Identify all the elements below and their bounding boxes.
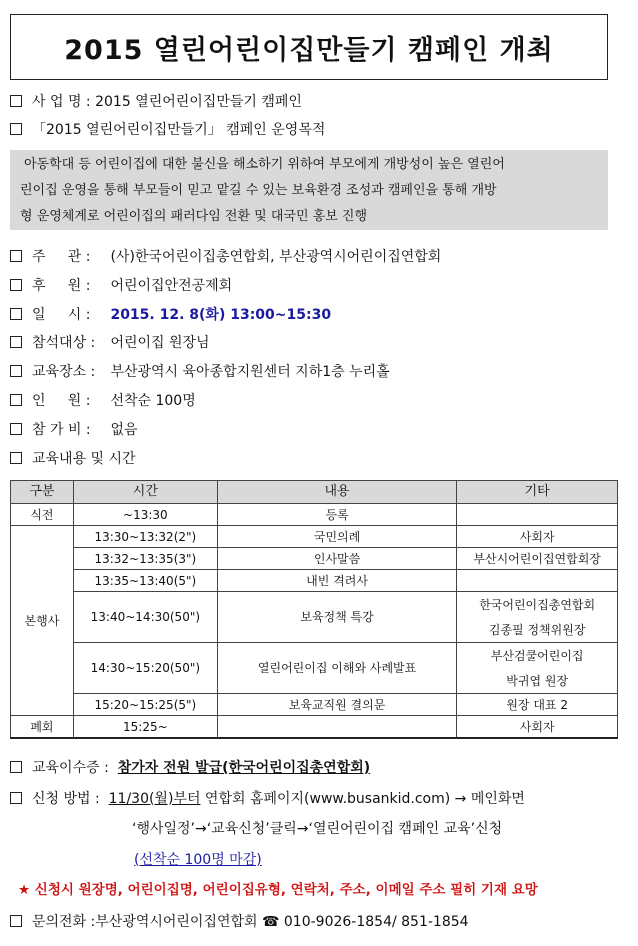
checkbox-icon bbox=[10, 365, 22, 377]
note-cell: 김종필 정책위원장 bbox=[457, 617, 618, 643]
time-cell: 15:25~ bbox=[73, 716, 217, 739]
contact-line bbox=[10, 913, 469, 931]
note-cell bbox=[457, 570, 618, 592]
capacity-label: 인 원 : bbox=[32, 393, 91, 409]
purpose-line: 아동학대 등 어린이집에 대한 불신을 해소하기 위하여 부모에게 개방성이 높은 열린어 bbox=[24, 157, 505, 172]
checkbox-icon bbox=[10, 394, 22, 406]
table-row bbox=[11, 716, 618, 739]
page-title: 2015 열린어린이집만들기 캠페인 개최 bbox=[64, 34, 554, 66]
schedule-heading-line bbox=[10, 450, 136, 468]
date-value: 2015. 12. 8(화) 13:00~15:30 bbox=[110, 307, 332, 323]
host-value: (사)한국어린이집총연합회, 부산광역시어린이집연합회 bbox=[110, 249, 442, 265]
apply-deadline-text: (선착순 100명 마감) bbox=[134, 852, 262, 868]
table-row bbox=[11, 570, 618, 592]
host-label: 주 관 : bbox=[32, 249, 91, 265]
checkbox-icon bbox=[10, 95, 22, 107]
event-name-line bbox=[10, 93, 302, 111]
certificate-value: 참가자 전원 발급(한국어린이집총연합회) bbox=[117, 760, 371, 776]
sponsor-value: 어린이집안전공제회 bbox=[110, 278, 233, 294]
checkbox-icon bbox=[10, 761, 22, 773]
time-cell: 13:40~14:30(50") bbox=[73, 592, 217, 643]
event-name-label: 사 업 명 : bbox=[32, 94, 91, 110]
note-cell: 부산검쿨어린이집 bbox=[457, 643, 618, 669]
contact-label: 문의전화 : bbox=[32, 914, 96, 930]
apply-deadline bbox=[134, 851, 262, 869]
sponsor-line bbox=[10, 277, 232, 295]
content-cell: 인사말씀 bbox=[217, 548, 457, 570]
content-cell: 보육교직원 결의문 bbox=[217, 694, 457, 716]
content-cell: 등록 bbox=[217, 504, 457, 526]
checkbox-icon bbox=[10, 250, 22, 262]
apply-label: 신청 방법 : bbox=[32, 791, 100, 807]
schedule-heading: 교육내용 및 시간 bbox=[32, 451, 136, 467]
note-cell: 박귀엽 원장 bbox=[457, 668, 618, 694]
purpose-line: 형 운영체계로 어린이집의 패러다임 전환 및 대국민 홍보 진행 bbox=[20, 209, 368, 224]
time-cell: 15:20~15:25(5") bbox=[73, 694, 217, 716]
venue-label: 교육장소 : bbox=[32, 364, 96, 380]
note-cell: 원장 대표 2 bbox=[457, 694, 618, 716]
table-row bbox=[11, 592, 618, 618]
note-cell: 한국어린이집총연합회 bbox=[457, 592, 618, 618]
purpose-heading: 「2015 열린어린이집만들기」 캠페인 운영목적 bbox=[32, 122, 326, 138]
header-time: 시간 bbox=[73, 481, 217, 504]
checkbox-icon bbox=[10, 792, 22, 804]
date-line bbox=[10, 306, 331, 324]
contact-value: 부산광역시어린이집연합회 ☎ 010-9026-1854/ 851-1854 bbox=[95, 914, 469, 930]
fee-label: 참 가 비 : bbox=[32, 422, 91, 438]
content-cell: 국민의례 bbox=[217, 526, 457, 548]
checkbox-icon bbox=[10, 423, 22, 435]
checkbox-icon bbox=[10, 123, 22, 135]
checkbox-icon bbox=[10, 452, 22, 464]
fee-value: 없음 bbox=[110, 422, 138, 438]
header-section: 구분 bbox=[11, 481, 74, 504]
certificate-line bbox=[10, 759, 370, 777]
note-cell: 부산시어린이집연합회장 bbox=[457, 548, 618, 570]
section-cell: 식전 bbox=[11, 504, 74, 526]
fee-line bbox=[10, 421, 138, 439]
time-cell: 14:30~15:20(50") bbox=[73, 643, 217, 694]
section-cell: 폐회 bbox=[11, 716, 74, 739]
event-name-value: 2015 열린어린이집만들기 캠페인 bbox=[95, 94, 302, 110]
time-cell: 13:30~13:32(2") bbox=[73, 526, 217, 548]
certificate-label: 교육이수증 : bbox=[32, 760, 109, 776]
table-row bbox=[11, 643, 618, 669]
host-line bbox=[10, 248, 441, 266]
apply-line2: ‘행사일정’→‘교육신청’클릭→‘열린어린이집 캠페인 교육’신청 bbox=[132, 821, 503, 837]
purpose-line: 린이집 운영을 통해 부모들이 믿고 맡길 수 있는 보육환경 조성과 캠페인을 통해 개방 bbox=[20, 183, 497, 198]
checkbox-icon bbox=[10, 915, 22, 927]
date-label: 일 시 : bbox=[32, 307, 91, 323]
checkbox-icon bbox=[10, 308, 22, 320]
attendees-line bbox=[10, 334, 210, 352]
checkbox-icon bbox=[10, 336, 22, 348]
section-cell: 본행사 bbox=[11, 526, 74, 716]
attendees-value: 어린이집 원장님 bbox=[110, 335, 210, 351]
capacity-line bbox=[10, 392, 196, 410]
apply-line bbox=[10, 790, 525, 808]
time-cell: 13:32~13:35(3") bbox=[73, 548, 217, 570]
note-cell: 사회자 bbox=[457, 526, 618, 548]
note-cell bbox=[457, 504, 618, 526]
content-cell: 보육정책 특강 bbox=[217, 592, 457, 643]
table-header-row bbox=[11, 481, 618, 504]
title-box bbox=[10, 14, 608, 80]
schedule-table bbox=[10, 480, 618, 739]
venue-line bbox=[10, 363, 390, 381]
apply-date: 11/30(월)부터 bbox=[108, 791, 201, 807]
table-row bbox=[11, 694, 618, 716]
purpose-box bbox=[10, 150, 608, 230]
header-note: 기타 bbox=[457, 481, 618, 504]
time-cell: ~13:30 bbox=[73, 504, 217, 526]
notice-text: ★ 신청시 원장명, 어린이집명, 어린이집유형, 연락처, 주소, 이메일 주소 필히 기재 요망 bbox=[18, 882, 538, 898]
apply-line1: 연합회 홈페이지(www.busankid.com) → 메인화면 bbox=[200, 791, 525, 807]
venue-value: 부산광역시 육아종합지원센터 지하1층 누리홀 bbox=[110, 364, 390, 380]
content-cell: 내빈 격려사 bbox=[217, 570, 457, 592]
table-row bbox=[11, 526, 618, 548]
capacity-value: 선착순 100명 bbox=[110, 393, 196, 409]
checkbox-icon bbox=[10, 279, 22, 291]
purpose-heading-line bbox=[10, 121, 325, 139]
sponsor-label: 후 원 : bbox=[32, 278, 91, 294]
content-cell: 열린어린이집 이해와 사례발표 bbox=[217, 643, 457, 694]
content-cell bbox=[217, 716, 457, 739]
table-row bbox=[11, 504, 618, 526]
attendees-label: 참석대상 : bbox=[32, 335, 96, 351]
header-content: 내용 bbox=[217, 481, 457, 504]
table-row bbox=[11, 548, 618, 570]
note-cell: 사회자 bbox=[457, 716, 618, 739]
time-cell: 13:35~13:40(5") bbox=[73, 570, 217, 592]
